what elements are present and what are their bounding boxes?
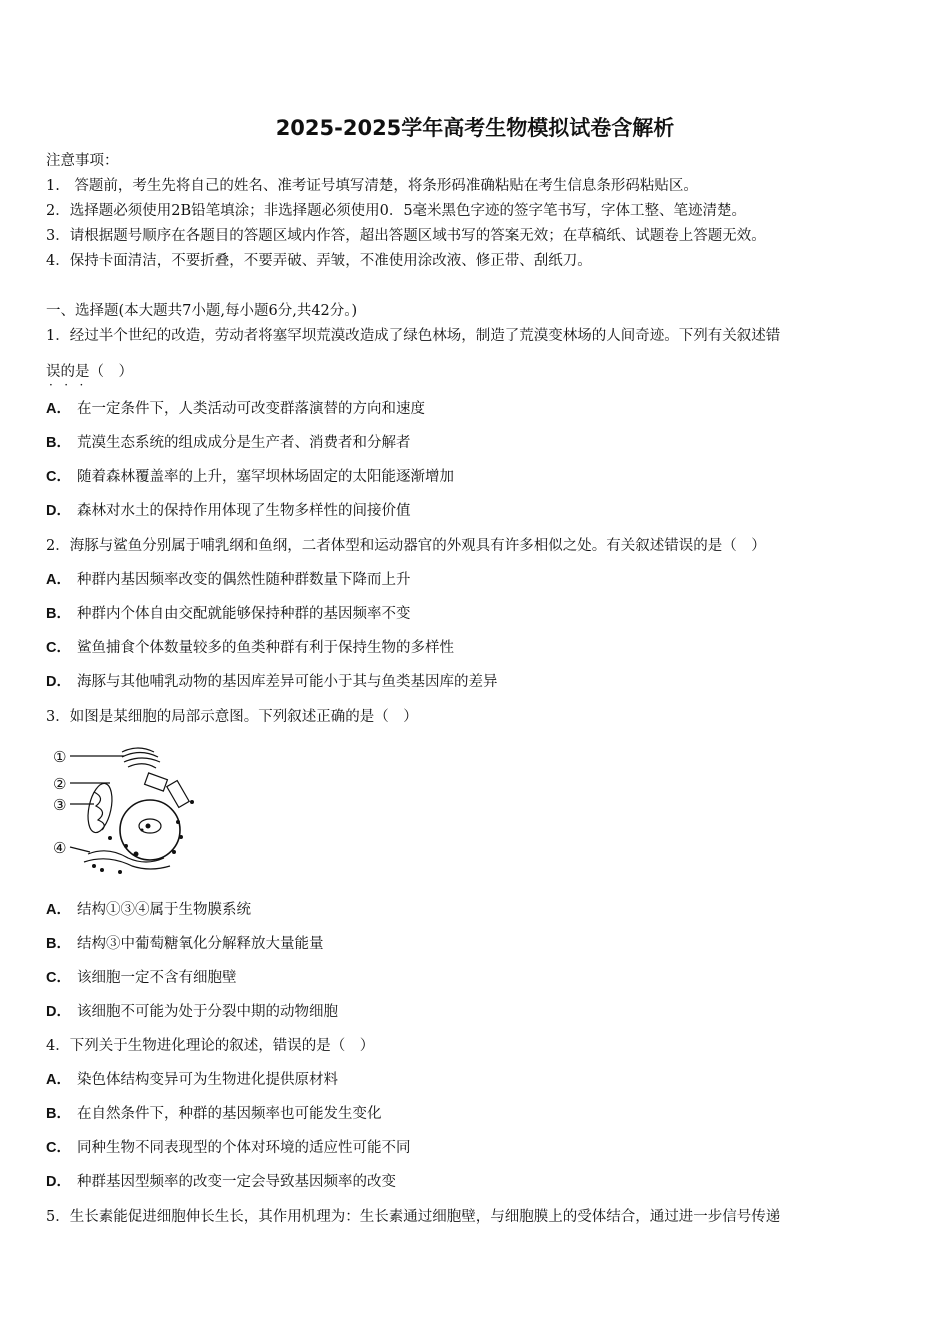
question-1-option-a: A． 在一定条件下，人类活动可改变群落演替的方向和速度: [46, 401, 425, 417]
notice-item-4: 4．保持卡面清洁，不要折叠，不要弄破、弄皱，不准使用涂改液、修正带、刮纸刀。: [46, 253, 592, 269]
nucleus-icon: [120, 800, 180, 860]
question-1-stem-line2: 误的是（ ）: [46, 364, 133, 380]
question-4-option-b: B． 在自然条件下，种群的基因频率也可能发生变化: [46, 1106, 382, 1122]
question-5-stem: 5．生长素能促进细胞伸长生长，其作用机理为：生长素通过细胞壁，与细胞膜上的受体结合，通过进一步信号传递: [46, 1209, 781, 1225]
label-1: ①: [53, 748, 67, 766]
question-1-stem-line1: 1．经过半个世纪的改造，劳动者将塞罕坝荒漠改造成了绿色林场，制造了荒漠变林场的人间奇迹。下列有关叙述错: [46, 328, 781, 344]
question-2-option-b: B． 种群内个体自由交配就能够保持种群的基因频率不变: [46, 606, 411, 622]
question-3-option-b: B． 结构③中葡萄糖氧化分解释放大量能量: [46, 936, 324, 952]
notice-item-3: 3．请根据题号顺序在各题目的答题区域内作答，超出答题区域书写的答案无效；在草稿纸、试题卷上答题无效。: [46, 228, 766, 244]
question-3-option-c: C． 该细胞一定不含有细胞壁: [46, 970, 237, 986]
label-2: ②: [53, 775, 67, 793]
question-1-option-b: B． 荒漠生态系统的组成成分是生产者、消费者和分解者: [46, 435, 411, 451]
emphasis-dots: · · ·: [49, 378, 84, 392]
section-heading: 一、选择题(本大题共7小题,每小题6分,共42分。): [46, 303, 358, 319]
question-2-option-a: A． 种群内基因频率改变的偶然性随种群数量下降而上升: [46, 572, 411, 588]
question-1-option-d: D． 森林对水土的保持作用体现了生物多样性的间接价值: [46, 503, 411, 519]
golgi-icon: [122, 748, 154, 752]
question-4-option-c: C． 同种生物不同表现型的个体对环境的适应性可能不同: [46, 1140, 411, 1156]
question-2-option-d: D． 海豚与其他哺乳动物的基因库差异可能小于其与鱼类基因库的差异: [46, 674, 498, 690]
question-3-option-a: A． 结构①③④属于生物膜系统: [46, 902, 251, 918]
label-3: ③: [53, 796, 67, 814]
cell-diagram: [50, 742, 215, 877]
question-3-stem: 3．如图是某细胞的局部示意图。下列叙述正确的是（ ）: [46, 709, 418, 725]
question-1-option-c: C． 随着森林覆盖率的上升，塞罕坝林场固定的太阳能逐渐增加: [46, 469, 454, 485]
question-2-option-c: C． 鲨鱼捕食个体数量较多的鱼类种群有利于保持生物的多样性: [46, 640, 454, 656]
label-4: ④: [53, 839, 67, 857]
centriole-icon: [145, 773, 168, 791]
notice-item-1: 1. 答题前，考生先将自己的姓名、准考证号填写清楚，将条形码准确粘贴在考生信息条形码粘贴区。: [46, 178, 698, 194]
notice-heading: 注意事项：: [46, 153, 119, 169]
question-4-option-d: D． 种群基因型频率的改变一定会导致基因频率的改变: [46, 1174, 396, 1190]
question-4-option-a: A． 染色体结构变异可为生物进化提供原材料: [46, 1072, 338, 1088]
question-4-stem: 4．下列关于生物进化理论的叙述，错误的是（ ）: [46, 1038, 375, 1054]
question-3-option-d: D． 该细胞不可能为处于分裂中期的动物细胞: [46, 1004, 338, 1020]
page-title: 2025-2025学年高考生物模拟试卷含解析: [275, 116, 675, 140]
notice-item-2: 2．选择题必须使用2B铅笔填涂；非选择题必须使用0．5毫米黑色字迹的签字笔书写，字体工整、笔迹清楚。: [46, 203, 747, 219]
question-2-stem: 2．海豚与鲨鱼分别属于哺乳纲和鱼纲，二者体型和运动器官的外观具有许多相似之处。有关叙述错误的是（ ）: [46, 538, 766, 554]
